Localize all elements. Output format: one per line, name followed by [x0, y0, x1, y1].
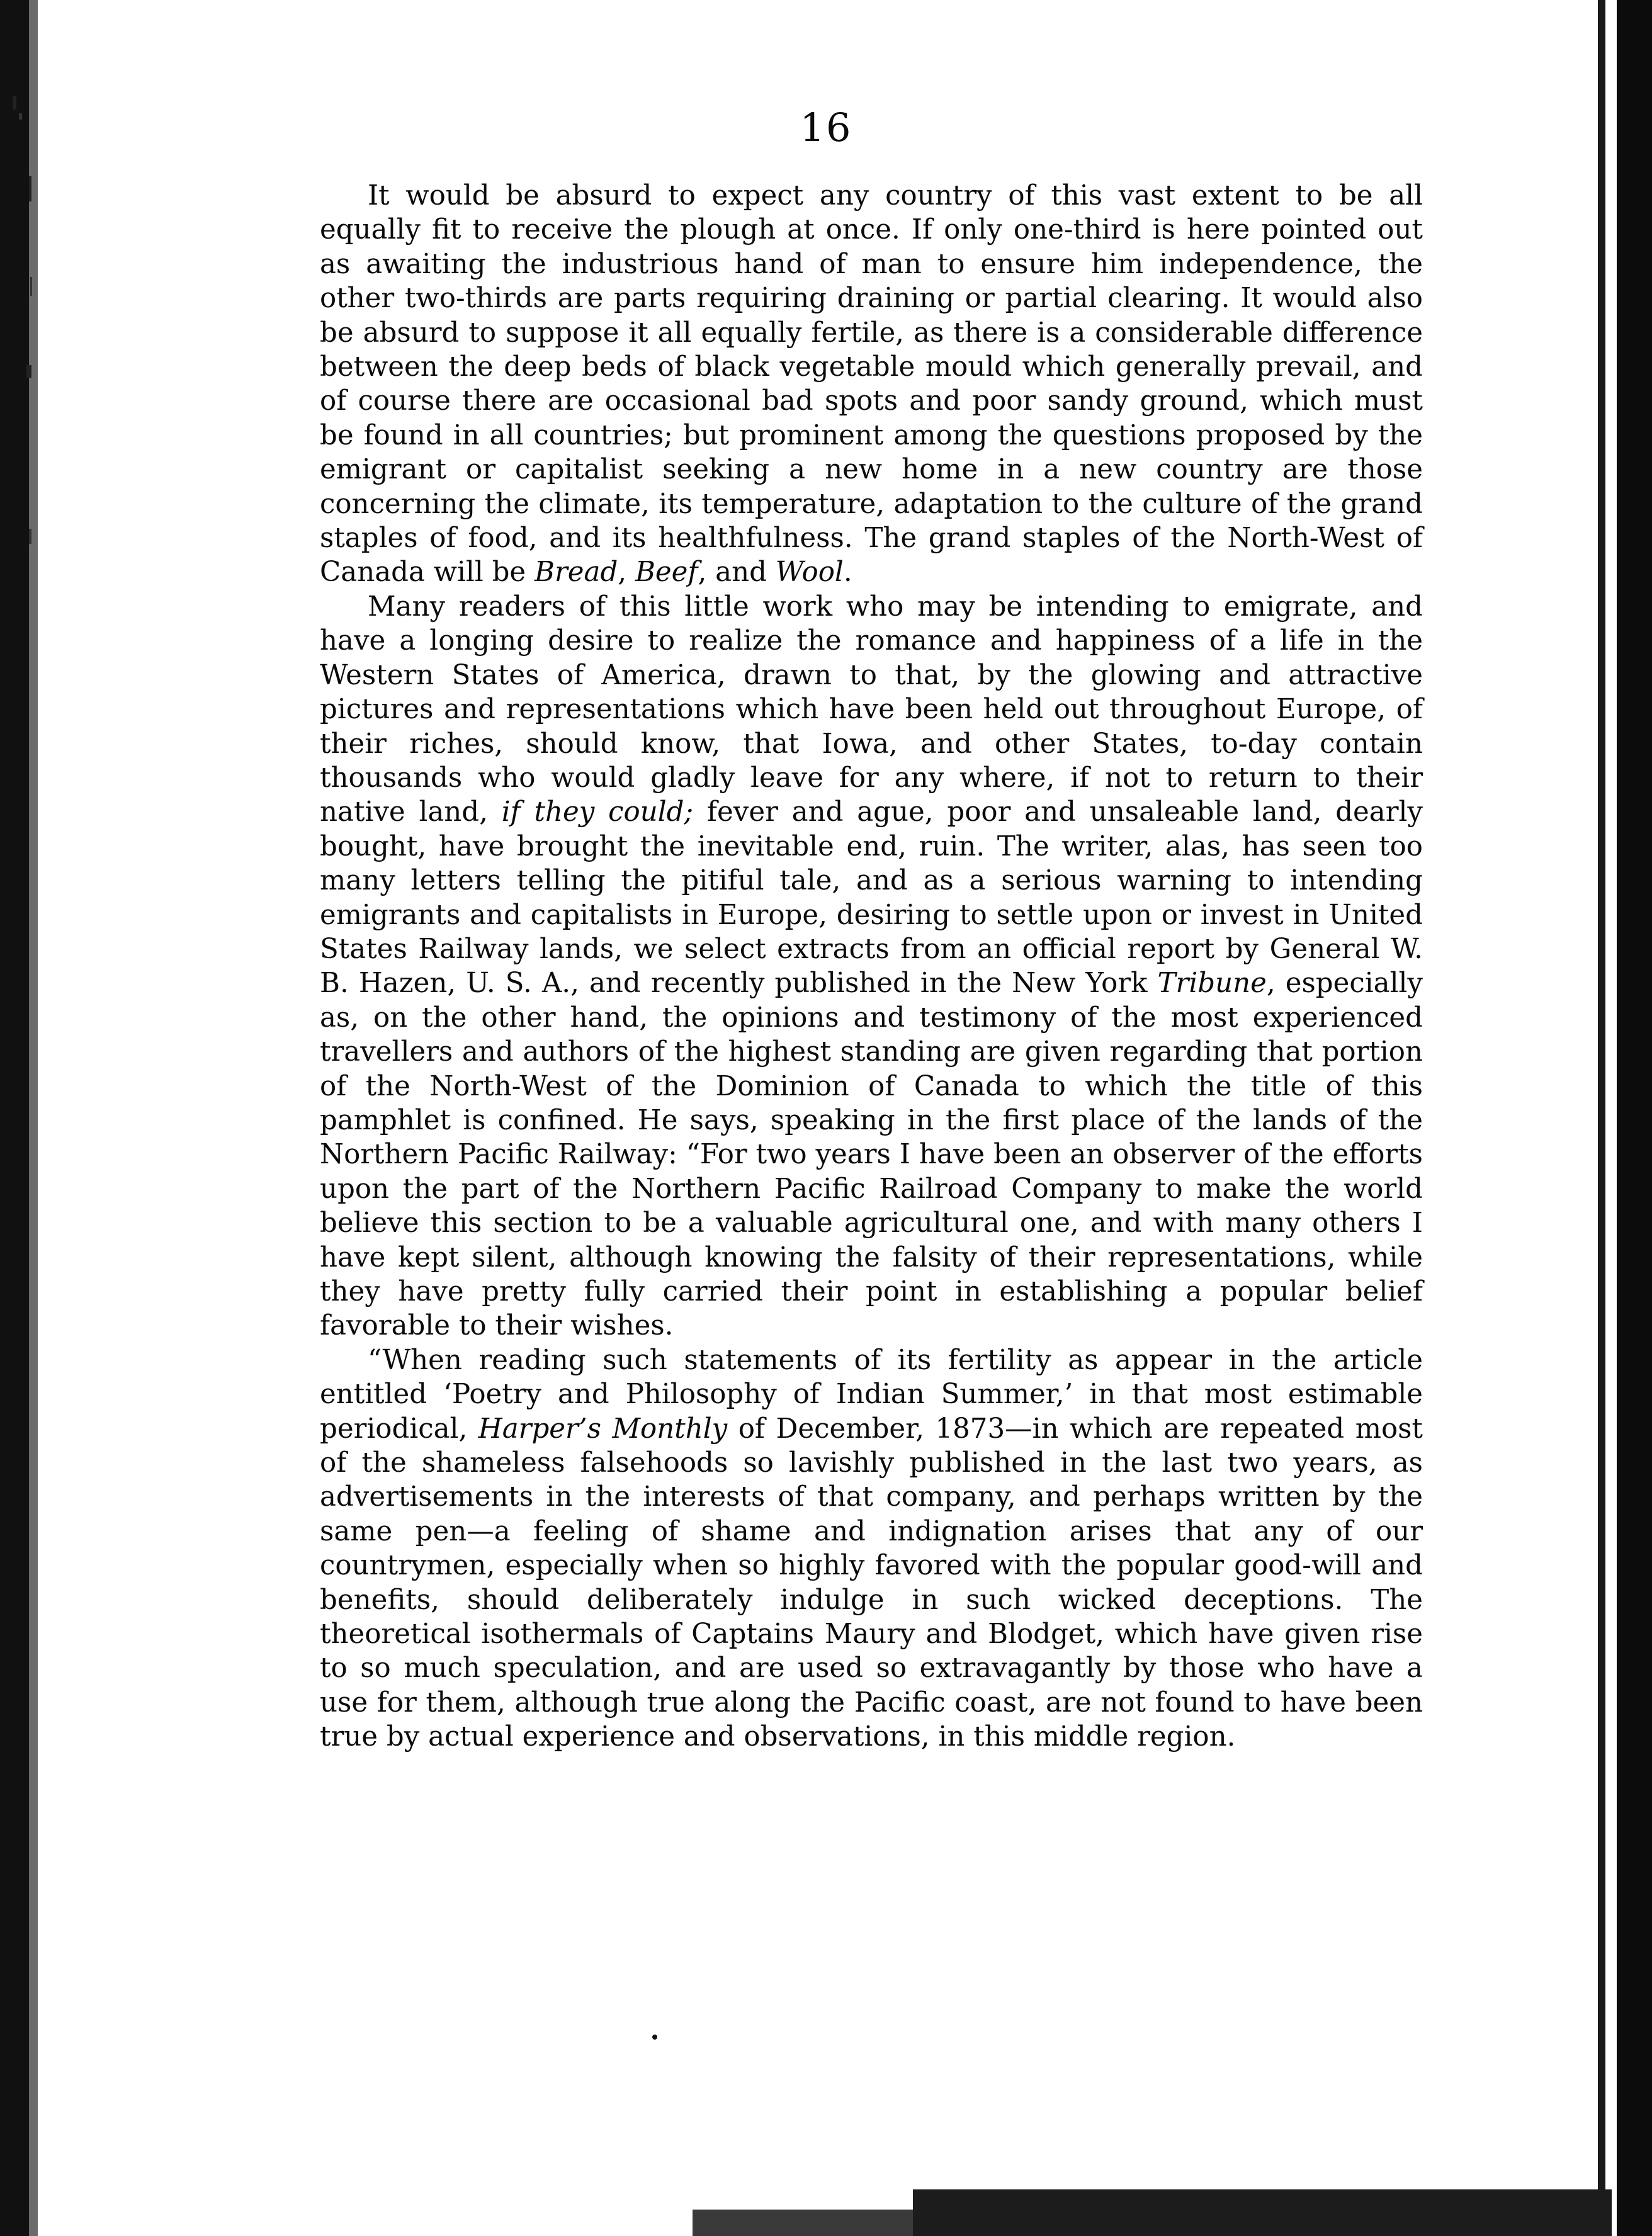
text-run: “When reading such statements of its fertility as appear in the article entitled ‘Poetry and Philosophy of Indian Summer,’ in that most estimable periodical, — [320, 1344, 1423, 1445]
italic-text: Beef — [635, 556, 698, 589]
italic-text: Tribune — [1157, 968, 1267, 1000]
text-run: . — [843, 556, 852, 589]
text-run: of December, 1873—in which are repeated most of the shameless falsehoods so lavishly published in the last two years, as advertisements in the interests of that company, and perhaps written by the same pen—a feeling of shame and indignation arises that any of our countrymen, especially when so highly favored with the popular good-will and benefits, should deliberately indulge in such wicked deceptions. The theoretical isothermals of Captains Maury and Blodget, which have given rise to so much speculation, and are used so extravagantly by those who have a use for them, although true along the Pacific coast, are not found to have been true by actual experience and observations, in this middle region. — [320, 1413, 1423, 1753]
left-edge-marks — [8, 88, 33, 655]
page-gutter-line — [1598, 0, 1605, 2236]
text-run: , — [618, 556, 635, 589]
scan-shadow-bottom — [693, 2210, 913, 2236]
scan-border-right — [1617, 0, 1652, 2236]
italic-text: if they could; — [501, 796, 694, 828]
body-text — [320, 179, 1423, 1754]
printer-mark — [652, 2035, 657, 2040]
text-run: fever and ague, poor and unsaleable land, dearly bought, have brought the inevitable end, ruin. The writer, alas, has seen too many letters telling the pitiful tale, and as a serious warning to intending emigrants and capitalists in Europe, desiring to settle upon or invest in United States Railway lands, we select extracts from an official report by General W. B. Hazen, U. S. A., and recently published in the New York — [320, 796, 1423, 1000]
text-run: It would be absurd to expect any country of this vast extent to be all equally fit to receive the plough at once. If only one-third is here pointed out as awaiting the industrious hand of man to ensure him independence, the other two-thirds are parts requiring draining or partial clearing. It would also be absurd to suppose it all equally fertile, as there is a considerable difference between the deep beds of black vegetable mould which generally prevail, and of course there are occasional bad spots and poor sandy ground, which must be found in all countries; but prominent among the questions proposed by the emigrant or capitalist seeking a new home in a new country are those concerning the climate, its temperature, adaptation to the culture of the grand staples of food, and its healthfulness. The grand staples of the North-West of Canada will be — [320, 180, 1423, 589]
italic-text: Bread — [535, 556, 618, 589]
page-number: 16 — [800, 104, 852, 150]
italic-text: Wool — [775, 556, 844, 589]
text-run: , especially as, on the other hand, the opinions and testimony of the most experienced travellers and authors of the highest standing are given regarding that portion of the North-West of the Dominion of Canada to which the title of this pamphlet is confined. He says, speaking in the first place of the lands of the Northern Pacific Railway: “For two years I have been an observer of the efforts upon the part of the Northern Pacific Railroad Company to make the world believe this section to be a valuable agricultural one, and with many others I have kept silent, although knowing the falsity of their representations, while they have pretty fully carried their point in establishing a popular belief favorable to their wishes. — [320, 968, 1423, 1342]
text-run: , and — [698, 556, 776, 589]
paragraph — [320, 590, 1423, 1343]
paragraph — [320, 1343, 1423, 1754]
scan-border-bottom — [913, 2189, 1612, 2236]
paragraph — [320, 179, 1423, 590]
text-run: Many readers of this little work who may be intending to emigrate, and have a longing desire to realize the romance and happiness of a life in the Western States of America, drawn to that, by the glowing and attractive pictures and representations which have been held out throughout Europe, of their riches, should know, that Iowa, and other States, to-day contain thousands who would gladly leave for any where, if not to return to their native land, — [320, 590, 1423, 828]
italic-text: Harper’s Monthly — [478, 1413, 728, 1445]
